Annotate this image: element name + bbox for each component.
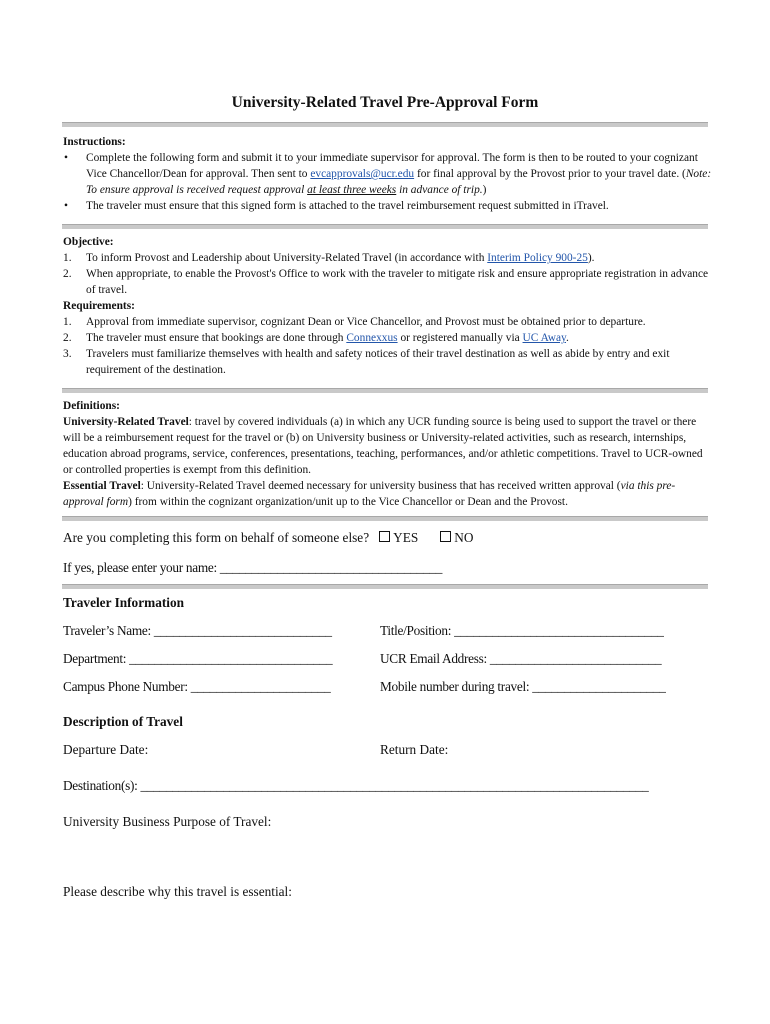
yes-label: YES — [393, 530, 419, 545]
purpose-field-label: University Business Purpose of Travel: — [63, 814, 272, 829]
objective-heading: Objective: — [63, 236, 114, 248]
no-label: NO — [454, 530, 474, 545]
instruction-item: • The traveler must ensure that this signed form is attached to the travel reimbursement request submitted in iTravel. — [64, 200, 609, 212]
divider — [62, 122, 708, 127]
behalf-question-row — [63, 530, 473, 546]
department-field[interactable]: Department: ________________________________ — [63, 651, 333, 666]
requirements-heading: Requirements: — [63, 300, 135, 312]
objective-item: 2. When appropriate, to enable the Provost's Office to work with the traveler to mitigate risk and ensure appropriate registration in advance of travel. — [63, 268, 709, 296]
return-date-field[interactable]: Return Date: — [380, 742, 449, 757]
departure-date-field[interactable]: Departure Date: — [63, 742, 149, 757]
policy-link[interactable]: Interim Policy 900-25 — [487, 252, 588, 264]
destination-field[interactable]: Destination(s): ________________________________________________________________________________ — [63, 778, 649, 793]
uc-away-link[interactable]: UC Away — [522, 332, 566, 344]
definition-essential: Essential Travel: University-Related Travel deemed necessary for university business that has received written approval (via this pre-approval form) from within the cognizant organization/unit up to the Vice Chancellor or Dean and the Provost. — [63, 480, 676, 508]
title-position-field[interactable]: Title/Position: _________________________________ — [380, 623, 664, 638]
name-field[interactable]: If yes, please enter your name: ___________________________________ — [63, 560, 443, 575]
definitions-heading: Definitions: — [63, 400, 120, 412]
bullet-icon: • — [64, 152, 68, 164]
divider — [62, 516, 708, 521]
page-title: University-Related Travel Pre-Approval Form — [231, 94, 539, 111]
divider — [62, 388, 708, 393]
travel-description-heading: Description of Travel — [63, 714, 183, 729]
definitions-section — [63, 398, 713, 510]
traveler-name-field[interactable]: Traveler’s Name: ____________________________ — [63, 623, 332, 638]
no-checkbox[interactable] — [440, 531, 451, 542]
yes-checkbox[interactable] — [379, 531, 390, 542]
divider — [62, 584, 708, 589]
behalf-question: Are you completing this form on behalf of someone else? — [63, 530, 370, 545]
connexxus-link[interactable]: Connexxus — [346, 332, 398, 344]
requirement-item: 2. The traveler must ensure that bookings are done through Connexxus or registered manually via UC Away. — [63, 332, 569, 344]
mobile-number-field[interactable]: Mobile number during travel: _____________________ — [380, 679, 666, 694]
bullet-icon: • — [64, 200, 68, 212]
campus-phone-field[interactable]: Campus Phone Number: ______________________ — [63, 679, 331, 694]
instruction-item: • Complete the following form and submit it to your immediate supervisor for approval. The form is then to be routed to your cognizant Vice Chancellor/Dean for approval. Then sent to evcapprovals@ucr.edu for final approval by the Provost prior to your travel date. (Note: To ensure approval is received request approval at least three weeks in advance of trip.) — [64, 152, 712, 196]
traveler-info-heading: Traveler Information — [63, 595, 185, 610]
requirement-item: 3. Travelers must familiarize themselves with health and safety notices of their travel destination as well as abide by entry and exit requirement of the destination. — [63, 348, 670, 376]
email-link[interactable]: evcapprovals@ucr.edu — [310, 168, 415, 180]
objective-item: 1. To inform Provost and Leadership about University-Related Travel (in accordance with Interim Policy 900-25). — [63, 252, 595, 264]
essential-reason-label: Please describe why this travel is essential: — [63, 884, 292, 899]
divider — [62, 224, 708, 229]
definition-urt: University-Related Travel: travel by covered individuals (a) in which any UCR funding source is being used to support the travel or there will be a reimbursement request for the travel or (b) on University business or University-related activities, such as research, internships, education abroad programs, service, conferences, presentations, teaching, performances, and/or athletic competitions. Travel to UCR-owned or controlled properties is exempt from this definition. — [63, 416, 703, 476]
email-field[interactable]: UCR Email Address: ___________________________ — [380, 651, 662, 666]
objective-section — [63, 234, 713, 378]
instructions-section — [63, 134, 713, 214]
requirement-item: 1. Approval from immediate supervisor, cognizant Dean or Vice Chancellor, and Provost must be obtained prior to departure. — [63, 316, 646, 328]
instructions-heading: Instructions: — [63, 136, 126, 148]
